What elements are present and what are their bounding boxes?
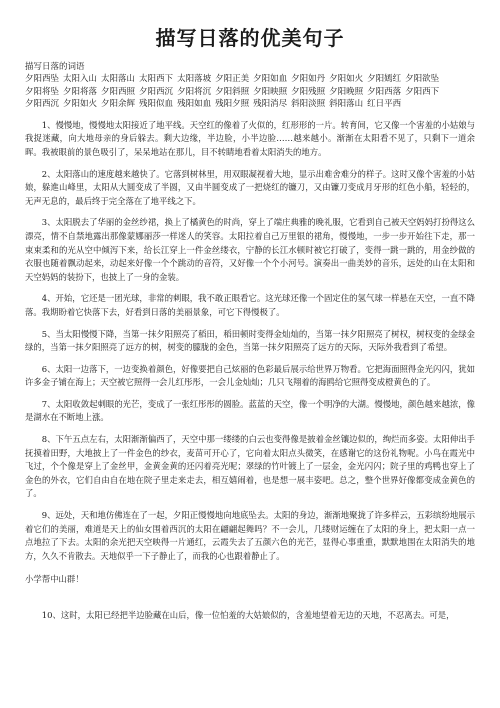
vocab-item: 夕阳如火 [329,74,364,84]
paragraph: 7、太阳收敛起刺眼的光芒，变成了一张红彤彤的圆脸。蓝蓝的天空，像一个明净的大湖。慢慢地，颜色越来越浓，像是湖水在不断地上涨。 [25,398,475,423]
paragraph: 4、开始，它还是一团光球，非常的刺眼，我不敢正眼看它。这光球还像一个固定住的氢气球一样悬在天空，一直不降落。我期盼着它快落下去，好看到日落的美丽景象，可它下得慢极了。 [25,293,475,317]
group-note: 小学帮中山群！ [25,574,84,585]
vocab-item: 太阳西下 [139,74,174,84]
vocab-item: 夕阳将落 [63,86,98,97]
vocab-item: 夕阳如血 [253,74,288,84]
vocab-item: 夕阳西坠 [25,74,60,84]
paragraph: 5、当太阳慢慢下降，当第一抹夕阳照亮了稻田，稻田顿时变得金灿灿的，当第一抹夕阳照亮了树权，树权变的金绿金绿的，当第一抹夕阳照亮了远方的树，树变的朦胧的金色，当第一抹夕阳照亮了远方的天际，天际外我看到了希望。 [25,328,475,353]
paragraph: 1、慢慢地，慢慢地太阳接近了地平线。天空红的像着了火似的，红形形的一片。转育间，它又像一个害羞的小姑娘与我捉迷藏，向大地母亲的身后躲去。剩大边缘，半边脸，小半边脸……越来越小。渐渐在太阳看不见了，只剩下一道余晖。我被眼前的景色吸引了，呆呆地站在那儿，目不转睛地看着太阳消失的地方。 [25,119,475,157]
vocab-item: 夕阳西下 [405,86,440,97]
vocab-item: 夕阳将沉 [177,86,212,97]
vocab-list [25,73,475,111]
vocab-item: 夕阳晚照 [329,86,364,97]
vocab-item: 红日平西 [367,99,402,110]
vocab-item: 太阳落山 [101,74,136,84]
paragraph: 2、太阳落山的速度越来越快了。它落到树林里，用双眼凝视着大地，显示出难舍难分的样子。这时又像个害羞的小姑娘，躲進山峰里，太阳从大圆变成了半圆，又由半圆变成了一把烧红的镰刀，又由镰刀变成月牙形的红色小船，轻轻的，无声无息的，最后终于完全落在了地平线之下。 [25,168,475,206]
vocab-item: 斜阳淡照 [291,99,326,110]
vocab-item: 夕阳映照 [253,86,288,97]
vocab-item: 夕阳如丹 [291,74,326,84]
vocab-item: 夕阳欲坠 [405,74,440,84]
vocab-item: 夕阳残照 [291,86,326,97]
vocab-item: 夕阳将坠 [25,86,60,97]
vocab-item: 夕阳嫣红 [367,74,402,84]
vocab-item: 残阳消尽 [253,99,288,110]
vocab-item: 夕阳西沉 [25,99,60,110]
vocab-item: 残阳如血 [177,99,212,110]
vocab-item: 夕阳如火 [63,99,98,110]
paragraph: 8、下午五点左右，太阳渐渐偏西了，天空中那一缕缕的白云也变得像是披着金丝镶边似的，绚烂而多姿。太阳伸出手抚摸着田野，大地披上了一件金色的纱衣，麦苗可开心了，它向着太阳点头微笑，在感谢它的这份礼物呢。小鸟在霞光中飞过，个个像是穿上了金丝甲，金黄金黄的还闪着亮光呢；翠绿的竹叶镀上了一层金，金光闪闪；院子里的鸡鸭也穿上了金色的外衣，它们自由自在地在院子里走来走去，相互嬉闹着，也是想一展丰姿吧。总之，整个世界好像都变成金黄色的了。 [25,434,475,499]
paragraph: 9、远处，天和地仿佛连在了一起，夕阳正慢慢地向地底坠去。太阳的身边，渐渐地聚拢了许多样云，五彩缤纷地展示着它们的美丽，难道是天上的仙女围着西沉的太阳在翩翩起舞吗？不一会儿，几缕财运缠在了太阳的身上，把太阳一点一点地拉了下去。太阳的余光把天空映得一片通红，云霞失去了五颜六色的光芒，显得心事重重，默默地围在太阳消失的地方，久久不肯散去。天地似乎一下子静止了，而我的心也跟着静止了。 [25,510,475,561]
vocab-item: 夕阳斜照 [215,86,250,97]
vocab-item: 残阳夕照 [215,99,250,110]
page-title: 描写日落的优美句子 [155,26,345,50]
paragraph: 3、太阳脱去了华丽的金丝纱裙，换上了橘黄色的时尚，穿上了端庄典雅的晚礼服，它看到自己被天空妈妈打扮得这么漂亮，情不自禁地露出那像蒙娜丽莎一样迷人的笑容。太阳拉着自己万里银的裙角，慢慢地，一步一步开始往下走，那一束束柔和的光从空中倾泻下来，给长江穿上一件金丝缕衣，宁静的长江水顿时被它打破了，变得一跳一跳的，用金纱做的衣服也随着飘动起来，动起来好像一个个跳动的音符，又好像一个个小河号。演奏出一曲美妙的音乐，远处的山在太阳和天空妈妈的装扮下，也披上了一身的金装。 [25,217,475,282]
vocab-item: 夕阳西落 [367,86,402,97]
paragraph-list [25,119,475,564]
paragraph: 10、这时，太阳已经把半边脸藏在山后，像一位怕羞的大姑娘似的，含羞地望着无边的天地，不忍离去。可是， [41,610,455,620]
vocab-heading: 描写日落的词语 [25,62,85,72]
vocab-item: 太阳入山 [63,74,98,84]
vocab-item: 太阳落坡 [177,74,212,84]
vocab-item: 夕阳西照 [101,86,136,97]
vocab-item: 残阳似血 [139,99,174,110]
vocab-item: 夕阳西沉 [139,86,174,97]
vocab-item: 夕阳余辉 [101,99,136,110]
vocab-item: 斜阳落山 [329,99,364,110]
vocab-item: 夕阳正美 [215,74,250,84]
paragraph: 6、太阳一边落下，一边变换着颜色，好像要把自己炫丽的色彩最后展示给世界万物看。它把海面照得金光闪闪，犹如许多金子铺在海上；天空被它照得一会儿红彤彤，一会儿金灿灿；几只飞翔着的海鸥给它照得变成橙黄色的了。 [25,363,475,388]
